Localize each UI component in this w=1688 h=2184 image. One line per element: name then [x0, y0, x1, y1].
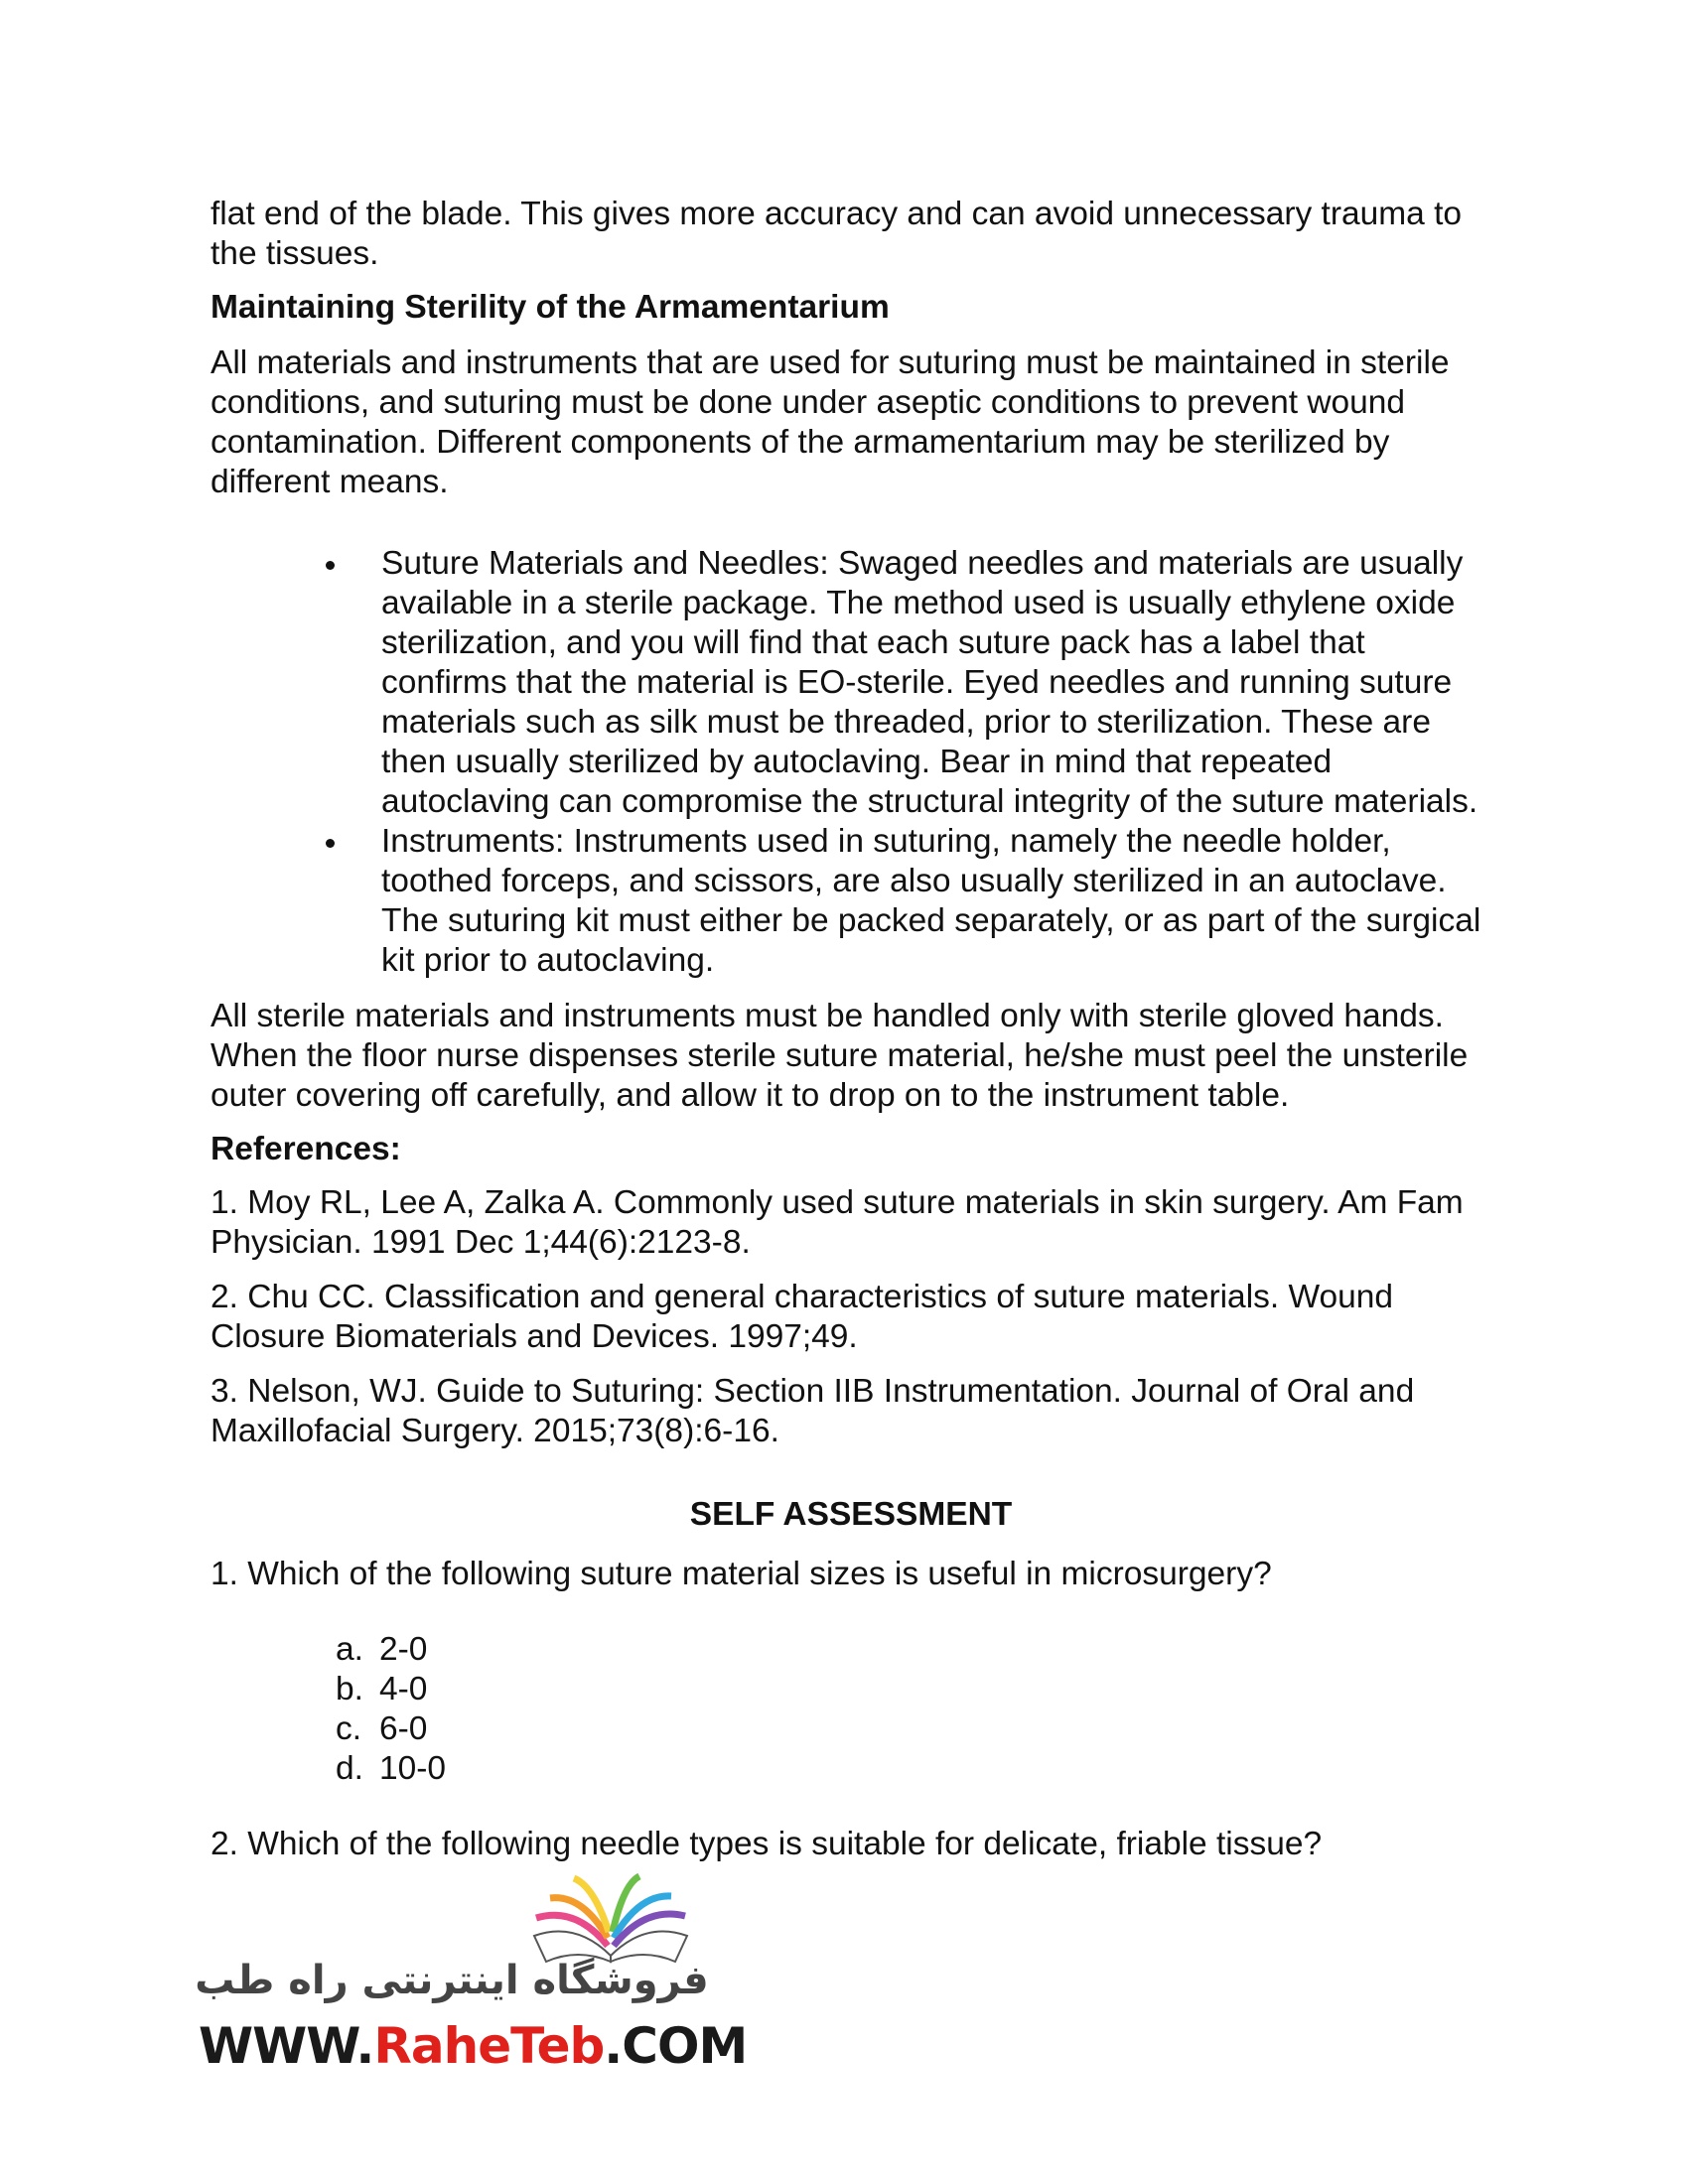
option-item: [336, 1749, 1491, 1789]
question-1: 1. Which of the following suture material sizes is useful in microsurgery?: [211, 1556, 1272, 1592]
intro-continuation: flat end of the blade. This gives more accuracy and can avoid unnecessary trauma to the tissues.: [211, 196, 1463, 272]
closing-paragraph: All sterile materials and instruments must be handled only with sterile gloved hands. When the floor nurse dispenses sterile suture material, he/she must peel the unsterile outer covering off carefully, and allow it to drop on to the instrument table.: [211, 998, 1469, 1114]
option-item: [336, 1630, 1491, 1670]
option-text: 6-0: [379, 1710, 428, 1747]
url-brand: RaheTeb: [373, 2017, 605, 2075]
watermark: [189, 1866, 748, 2095]
option-letter: c.: [336, 1710, 362, 1747]
option-item: [336, 1709, 1491, 1749]
question-1-options: [211, 1630, 1491, 1789]
list-item: [381, 822, 1491, 981]
reference-item: 3. Nelson, WJ. Guide to Suturing: Section IIB Instrumentation. Journal of Oral and Maxillofacial Surgery. 2015;73(8):6-16.: [211, 1373, 1415, 1449]
list-item: [381, 544, 1491, 822]
option-text: 2-0: [379, 1631, 428, 1668]
self-assessment-heading: SELF ASSESSMENT: [689, 1496, 1013, 1533]
bullet-text: Suture Materials and Needles: Swaged needles and materials are usually available in a sterile package. The method used is usually ethylene oxide sterilization, and you will find that each suture pack has a label that confirms that the material is EO-sterile. Eyed needles and running suture materials such as silk must be threaded, prior to sterilization. These are then usually sterilized by autoclaving. Bear in mind that repeated autoclaving can compromise the structural integrity of the suture materials.: [381, 545, 1478, 820]
references-heading: References:: [211, 1131, 401, 1167]
section-heading: Maintaining Sterility of the Armamentarium: [211, 289, 890, 326]
bullet-icon: [326, 561, 335, 570]
sterility-bullet-list: [211, 544, 1491, 981]
option-letter: d.: [336, 1750, 363, 1787]
watermark-persian-text: فروشگاه اینترنتی راه طب: [195, 1958, 709, 2003]
bullet-text: Instruments: Instruments used in suturing, namely the needle holder, toothed forceps, and scissors, are also usually sterilized in an autoclave. The suturing kit must either be packed separately, or as part of the surgical kit prior to autoclaving.: [381, 823, 1481, 979]
question-2: 2. Which of the following needle types is suitable for delicate, friable tissue?: [211, 1826, 1323, 1862]
watermark-url: [199, 2017, 747, 2075]
document-page: [211, 195, 1491, 1864]
option-item: [336, 1670, 1491, 1709]
option-letter: b.: [336, 1671, 363, 1707]
option-text: 10-0: [379, 1750, 447, 1787]
section-paragraph: All materials and instruments that are used for suturing must be maintained in sterile conditions, and suturing must be done under aseptic conditions to prevent wound contamination. Different components of the armamentarium may be sterilized by different means.: [211, 344, 1450, 500]
option-letter: a.: [336, 1631, 363, 1668]
reference-item: 1. Moy RL, Lee A, Zalka A. Commonly used suture materials in skin surgery. Am Fam Physician. 1991 Dec 1;44(6):2123-8.: [211, 1184, 1464, 1261]
option-text: 4-0: [379, 1671, 428, 1707]
book-logo-icon: [516, 1866, 705, 1966]
reference-item: 2. Chu CC. Classification and general characteristics of suture materials. Wound Closure Biomaterials and Devices. 1997;49.: [211, 1279, 1394, 1355]
url-suffix: .COM: [604, 2017, 748, 2075]
bullet-icon: [326, 839, 335, 848]
url-prefix: WWW.: [199, 2017, 374, 2075]
